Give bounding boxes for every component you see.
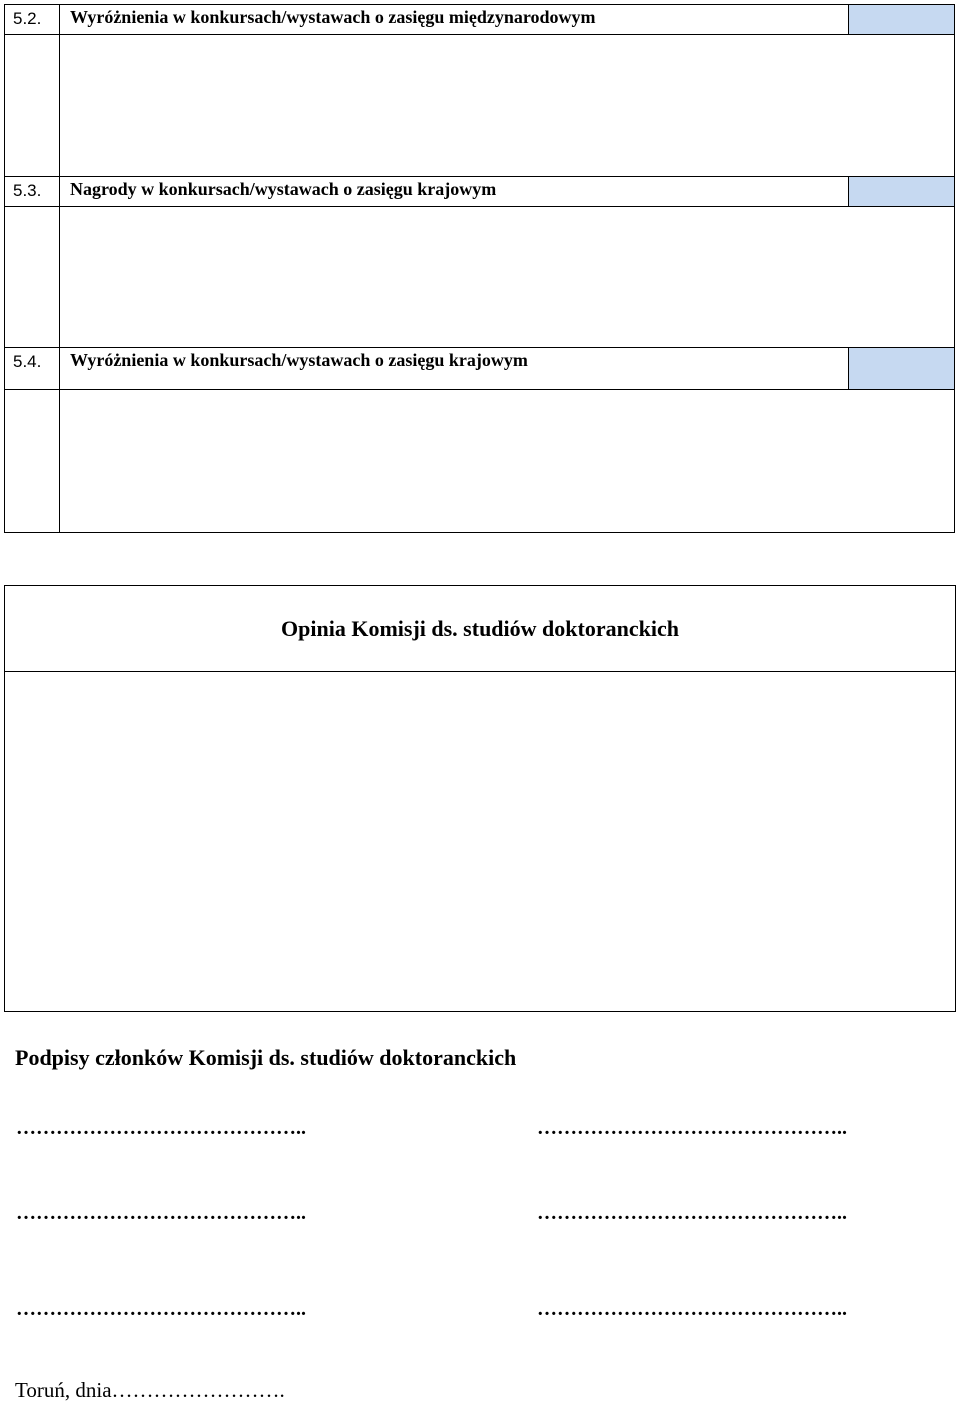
section-content-area[interactable] [5, 35, 954, 176]
section-5-2 [4, 4, 955, 176]
section-5-4 [4, 347, 955, 533]
section-content-area[interactable] [5, 390, 954, 532]
signature-line[interactable]: …………………………………….. [16, 1117, 306, 1139]
content-field [60, 207, 954, 348]
section-number: 5.3. [5, 177, 60, 206]
section-title: Wyróżnienia w konkursach/wystawach o zasięgu międzynarodowym [60, 5, 849, 34]
section-number: 5.2. [5, 5, 60, 34]
content-field [60, 35, 954, 176]
opinion-title: Opinia Komisji ds. studiów doktoranckich [5, 586, 955, 672]
score-field[interactable] [849, 177, 954, 206]
section-header [5, 348, 954, 390]
section-title: Nagrody w konkursach/wystawach o zasięgu krajowym [60, 177, 849, 206]
content-field [60, 390, 954, 532]
signature-line[interactable]: …………………………………….. [16, 1298, 306, 1320]
city-date-field[interactable]: Toruń, dnia……………………. [15, 1378, 285, 1402]
section-content-area[interactable] [5, 207, 954, 348]
section-5-3 [4, 176, 955, 348]
signatures-title: Podpisy członków Komisji ds. studiów doktoranckich [15, 1045, 517, 1070]
signature-line[interactable]: ……………………………………….. [537, 1298, 847, 1320]
section-header [5, 5, 954, 35]
score-field[interactable] [849, 348, 954, 389]
score-field[interactable] [849, 5, 954, 34]
section-number: 5.4. [5, 348, 60, 389]
opinion-text-area[interactable] [5, 672, 955, 1011]
section-header [5, 177, 954, 207]
section-title: Wyróżnienia w konkursach/wystawach o zasięgu krajowym [60, 348, 849, 389]
signature-line[interactable]: ……………………………………….. [537, 1117, 847, 1139]
signature-line[interactable]: ……………………………………….. [537, 1202, 847, 1224]
signature-line[interactable]: …………………………………….. [16, 1202, 306, 1224]
number-column-spacer [5, 35, 60, 176]
number-column-spacer [5, 390, 60, 532]
opinion-box [4, 585, 956, 1012]
number-column-spacer [5, 207, 60, 348]
